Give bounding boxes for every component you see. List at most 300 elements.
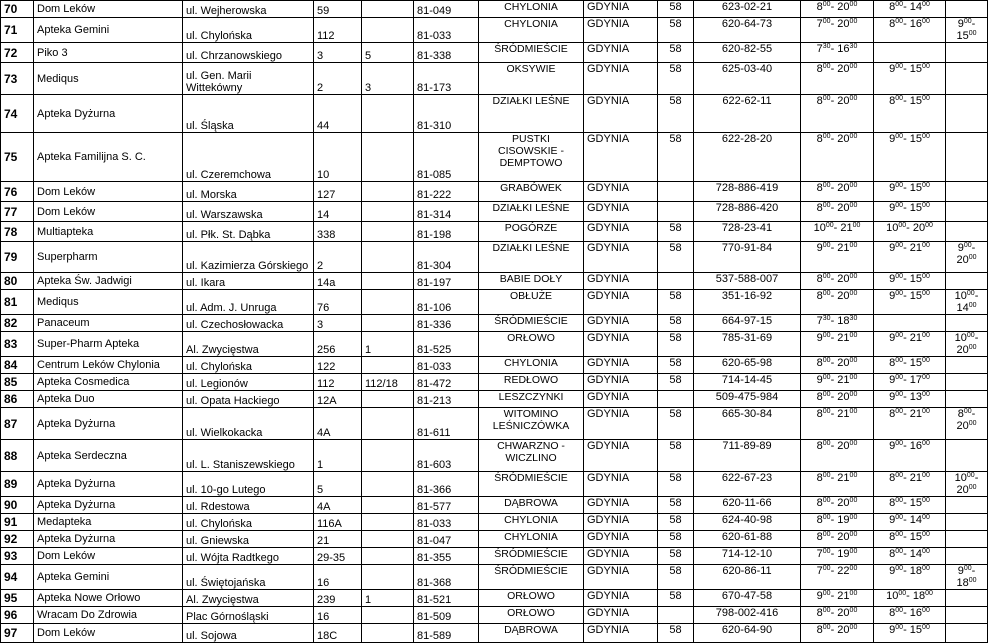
house-number-cell: 44 [314,95,362,133]
city-cell: GDYNIA [584,18,658,43]
phone-cell: 620-61-88 [694,531,801,548]
postal-code-cell: 81-355 [414,548,479,565]
table-row [1,242,988,273]
street-cell: ul. Chylońska [183,357,314,374]
pharmacy-name: Dom Leków [34,182,183,202]
table-row [1,548,988,565]
area-code-cell: 58 [658,440,694,472]
weekday-hours-cell: $8^{00}-$ $20^{00}$ [801,290,874,315]
district-cell: ŚRÓDMIEŚCIE [479,565,584,590]
house-number-cell: 5 [314,472,362,497]
phone-cell: 620-82-55 [694,43,801,63]
district-cell: LESZCZYNKI [479,391,584,408]
sunday-hours-cell: $10^{00}-$ $14^{00}$ [946,290,988,315]
postal-code-cell: 81-603 [414,440,479,472]
saturday-hours-cell: $8^{00}-$ $15^{00}$ [874,357,946,374]
pharmacy-name: Apteka Cosmedica [34,374,183,391]
sunday-hours-cell [946,497,988,514]
sunday-hours-cell [946,222,988,242]
pharmacy-name: Dom Leków [34,624,183,643]
house-number-cell: 3 [314,43,362,63]
area-code-cell: 58 [658,290,694,315]
district-cell: ORŁOWO [479,590,584,607]
saturday-hours-cell: $8^{00}-$ $14^{00}$ [874,1,946,18]
weekday-hours-cell: $8^{00}-$ $20^{00}$ [801,182,874,202]
city-cell: GDYNIA [584,607,658,624]
flat-number-cell [362,357,414,374]
district-cell: DZIAŁKI LEŚNE [479,242,584,273]
postal-code-cell: 81-222 [414,182,479,202]
postal-code-cell: 81-304 [414,242,479,273]
flat-number-cell [362,391,414,408]
house-number-cell: 127 [314,182,362,202]
postal-code-cell: 81-366 [414,472,479,497]
phone-cell: 770-91-84 [694,242,801,273]
street-cell: ul. Wójta Radtkego [183,548,314,565]
street-cell: ul. Czechosłowacka [183,315,314,332]
saturday-hours-cell: $9^{00}-$ $16^{00}$ [874,440,946,472]
phone-cell: 728-23-41 [694,222,801,242]
table-row [1,133,988,182]
sunday-hours-cell [946,133,988,182]
district-cell: OBŁUŻE [479,290,584,315]
house-number-cell: 76 [314,290,362,315]
pharmacy-name: Panaceum [34,315,183,332]
postal-code-cell: 81-336 [414,315,479,332]
house-number-cell: 116A [314,514,362,531]
sunday-hours-cell: $9^{00}-$ $18^{00}$ [946,565,988,590]
sunday-hours-cell [946,548,988,565]
postal-code-cell: 81-509 [414,607,479,624]
weekday-hours-cell: $8^{00}-$ $20^{00}$ [801,63,874,95]
weekday-hours-cell: $8^{00}-$ $20^{00}$ [801,624,874,643]
saturday-hours-cell: $9^{00}-$ $21^{00}$ [874,332,946,357]
phone-cell: 798-002-416 [694,607,801,624]
number-cell: 85 [1,374,34,391]
weekday-hours-cell: $8^{00}-$ $20^{00}$ [801,440,874,472]
table-row [1,497,988,514]
pharmacy-name: Apteka Dyżurna [34,95,183,133]
district-cell: DĄBROWA [479,497,584,514]
flat-number-cell [362,440,414,472]
street-cell: ul. Śląska [183,95,314,133]
sunday-hours-cell [946,43,988,63]
pharmacy-name: Apteka Gemini [34,565,183,590]
number-cell: 78 [1,222,34,242]
sunday-hours-cell [946,357,988,374]
number-cell: 88 [1,440,34,472]
table-row [1,290,988,315]
number-cell: 89 [1,472,34,497]
flat-number-cell [362,18,414,43]
house-number-cell: 239 [314,590,362,607]
area-code-cell: 58 [658,332,694,357]
area-code-cell [658,202,694,222]
street-cell: ul. Legionów [183,374,314,391]
sunday-hours-cell: $8^{00}-$ $20^{00}$ [946,408,988,440]
house-number-cell: 29-35 [314,548,362,565]
flat-number-cell [362,531,414,548]
postal-code-cell: 81-314 [414,202,479,222]
postal-code-cell: 81-197 [414,273,479,290]
number-cell: 80 [1,273,34,290]
area-code-cell [658,273,694,290]
house-number-cell: 112 [314,18,362,43]
street-cell: ul. Morska [183,182,314,202]
weekday-hours-cell: $8^{00}-$ $21^{00}$ [801,472,874,497]
city-cell: GDYNIA [584,624,658,643]
street-cell: ul. Ikara [183,273,314,290]
street-cell: Plac Górnośląski [183,607,314,624]
saturday-hours-cell: $9^{00}-$ $15^{00}$ [874,273,946,290]
table-row [1,357,988,374]
table-row [1,182,988,202]
table-row [1,18,988,43]
weekday-hours-cell: $8^{00}-$ $20^{00}$ [801,391,874,408]
street-cell: ul. Kazimierza Górskiego [183,242,314,273]
saturday-hours-cell: $9^{00}-$ $15^{00}$ [874,133,946,182]
table-row [1,1,988,18]
number-cell: 79 [1,242,34,273]
saturday-hours-cell: $9^{00}-$ $15^{00}$ [874,624,946,643]
house-number-cell: 59 [314,1,362,18]
area-code-cell: 58 [658,18,694,43]
postal-code-cell: 81-213 [414,391,479,408]
postal-code-cell: 81-611 [414,408,479,440]
phone-cell: 728-886-420 [694,202,801,222]
weekday-hours-cell: $8^{00}-$ $20^{00}$ [801,202,874,222]
house-number-cell: 4A [314,497,362,514]
weekday-hours-cell: $7^{00}-$ $19^{00}$ [801,548,874,565]
phone-cell: 509-475-984 [694,391,801,408]
phone-cell: 620-64-73 [694,18,801,43]
pharmacy-name: Dom Leków [34,202,183,222]
sunday-hours-cell: $10^{00}-$ $20^{00}$ [946,472,988,497]
city-cell: GDYNIA [584,222,658,242]
city-cell: GDYNIA [584,391,658,408]
city-cell: GDYNIA [584,408,658,440]
pharmacy-name: Mediqus [34,63,183,95]
saturday-hours-cell: $8^{00}-$ $14^{00}$ [874,548,946,565]
sunday-hours-cell: $10^{00}-$ $20^{00}$ [946,332,988,357]
saturday-hours-cell: $10^{00}-$ $20^{00}$ [874,222,946,242]
city-cell: GDYNIA [584,290,658,315]
number-cell: 70 [1,1,34,18]
saturday-hours-cell: $9^{00}-$ $15^{00}$ [874,202,946,222]
city-cell: GDYNIA [584,95,658,133]
street-cell: ul. Gniewska [183,531,314,548]
city-cell: GDYNIA [584,497,658,514]
phone-cell: 623-02-21 [694,1,801,18]
sunday-hours-cell [946,391,988,408]
weekday-hours-cell: $7^{00}-$ $22^{00}$ [801,565,874,590]
area-code-cell: 58 [658,357,694,374]
city-cell: GDYNIA [584,63,658,95]
city-cell: GDYNIA [584,514,658,531]
weekday-hours-cell: $8^{00}-$ $20^{00}$ [801,497,874,514]
district-cell: CHWARZNO - WICZLINO [479,440,584,472]
street-cell: ul. 10-go Lutego [183,472,314,497]
district-cell: DZIAŁKI LEŚNE [479,202,584,222]
street-cell: ul. Wielkokacka [183,408,314,440]
table-row [1,565,988,590]
sunday-hours-cell [946,182,988,202]
city-cell: GDYNIA [584,1,658,18]
phone-cell: 711-89-89 [694,440,801,472]
house-number-cell: 3 [314,315,362,332]
saturday-hours-cell: $8^{00}-$ $15^{00}$ [874,531,946,548]
saturday-hours-cell [874,43,946,63]
house-number-cell: 21 [314,531,362,548]
table-row [1,95,988,133]
table-row [1,273,988,290]
city-cell: GDYNIA [584,242,658,273]
sunday-hours-cell [946,95,988,133]
table-row [1,440,988,472]
flat-number-cell [362,315,414,332]
street-cell: ul. Gen. Marii Wittekówny [183,63,314,95]
postal-code-cell: 81-033 [414,18,479,43]
street-cell: ul. Chrzanowskiego [183,43,314,63]
phone-cell: 624-40-98 [694,514,801,531]
flat-number-cell [362,472,414,497]
area-code-cell: 58 [658,63,694,95]
area-code-cell: 58 [658,590,694,607]
number-cell: 91 [1,514,34,531]
city-cell: GDYNIA [584,440,658,472]
postal-code-cell: 81-106 [414,290,479,315]
city-cell: GDYNIA [584,531,658,548]
phone-cell: 670-47-58 [694,590,801,607]
house-number-cell: 16 [314,607,362,624]
flat-number-cell [362,222,414,242]
postal-code-cell: 81-472 [414,374,479,391]
number-cell: 87 [1,408,34,440]
area-code-cell: 58 [658,514,694,531]
number-cell: 94 [1,565,34,590]
district-cell: DZIAŁKI LEŚNE [479,95,584,133]
district-cell: CHYLONIA [479,1,584,18]
table-row [1,607,988,624]
house-number-cell: 10 [314,133,362,182]
phone-cell: 620-86-11 [694,565,801,590]
saturday-hours-cell [874,315,946,332]
weekday-hours-cell: $9^{00}-$ $21^{00}$ [801,242,874,273]
area-code-cell: 58 [658,133,694,182]
district-cell: ŚRÓDMIEŚCIE [479,43,584,63]
pharmacy-name: Apteka Dyżurna [34,531,183,548]
postal-code-cell: 81-338 [414,43,479,63]
pharmacy-name: Apteka Dyżurna [34,408,183,440]
pharmacy-name: Piko 3 [34,43,183,63]
area-code-cell: 58 [658,374,694,391]
phone-cell: 620-11-66 [694,497,801,514]
area-code-cell: 58 [658,1,694,18]
number-cell: 93 [1,548,34,565]
pharmacy-name: Mediqus [34,290,183,315]
house-number-cell: 4A [314,408,362,440]
weekday-hours-cell: $8^{00}-$ $20^{00}$ [801,357,874,374]
area-code-cell: 58 [658,222,694,242]
flat-number-cell [362,1,414,18]
saturday-hours-cell: $9^{00}-$ $13^{00}$ [874,391,946,408]
flat-number-cell [362,242,414,273]
street-cell: ul. L. Staniszewskiego [183,440,314,472]
weekday-hours-cell: $9^{00}-$ $21^{00}$ [801,374,874,391]
table-row [1,222,988,242]
sunday-hours-cell: $9^{00}-$ $15^{00}$ [946,18,988,43]
table-row [1,202,988,222]
saturday-hours-cell: $9^{00}-$ $15^{00}$ [874,182,946,202]
flat-number-cell [362,133,414,182]
flat-number-cell [362,290,414,315]
postal-code-cell: 81-577 [414,497,479,514]
sunday-hours-cell [946,1,988,18]
saturday-hours-cell: $9^{00}-$ $17^{00}$ [874,374,946,391]
weekday-hours-cell: $7^{00}-$ $20^{00}$ [801,18,874,43]
weekday-hours-cell: $8^{00}-$ $21^{00}$ [801,408,874,440]
saturday-hours-cell: $8^{00}-$ $21^{00}$ [874,408,946,440]
number-cell: 76 [1,182,34,202]
district-cell: PUSTKI CISOWSKIE - DEMPTOWO [479,133,584,182]
pharmacy-name: Apteka Dyżurna [34,472,183,497]
house-number-cell: 14a [314,273,362,290]
flat-number-cell [362,182,414,202]
city-cell: GDYNIA [584,273,658,290]
flat-number-cell: 1 [362,590,414,607]
area-code-cell: 58 [658,95,694,133]
pharmacy-name: Multiapteka [34,222,183,242]
flat-number-cell [362,607,414,624]
saturday-hours-cell: $8^{00}-$ $15^{00}$ [874,497,946,514]
city-cell: GDYNIA [584,374,658,391]
district-cell: DĄBROWA [479,624,584,643]
weekday-hours-cell: $7^{30}-$ $16^{30}$ [801,43,874,63]
house-number-cell: 1 [314,440,362,472]
weekday-hours-cell: $8^{00}-$ $20^{00}$ [801,133,874,182]
saturday-hours-cell: $9^{00}-$ $15^{00}$ [874,290,946,315]
pharmacy-name: Apteka Dyżurna [34,497,183,514]
number-cell: 95 [1,590,34,607]
flat-number-cell [362,497,414,514]
pharmacy-name: Medapteka [34,514,183,531]
sunday-hours-cell [946,440,988,472]
postal-code-cell: 81-521 [414,590,479,607]
house-number-cell: 122 [314,357,362,374]
weekday-hours-cell: $8^{00}-$ $20^{00}$ [801,273,874,290]
district-cell: REDŁOWO [479,374,584,391]
pharmacy-name: Wracam Do Zdrowia [34,607,183,624]
district-cell: BABIE DOŁY [479,273,584,290]
area-code-cell: 58 [658,565,694,590]
phone-cell: 537-588-007 [694,273,801,290]
number-cell: 83 [1,332,34,357]
area-code-cell: 58 [658,315,694,332]
street-cell: Al. Zwycięstwa [183,590,314,607]
district-cell: GRABÓWEK [479,182,584,202]
saturday-hours-cell: $10^{00}-$ $18^{00}$ [874,590,946,607]
district-cell: ŚRÓDMIEŚCIE [479,472,584,497]
area-code-cell [658,391,694,408]
saturday-hours-cell: $8^{00}-$ $21^{00}$ [874,472,946,497]
weekday-hours-cell: $9^{00}-$ $21^{00}$ [801,332,874,357]
street-cell: ul. Sojowa [183,624,314,643]
city-cell: GDYNIA [584,133,658,182]
table-row [1,315,988,332]
pharmacy-name: Apteka Duo [34,391,183,408]
number-cell: 82 [1,315,34,332]
table-row [1,590,988,607]
house-number-cell: 2 [314,63,362,95]
flat-number-cell: 112/18 [362,374,414,391]
district-cell: CHYLONIA [479,18,584,43]
table-row [1,63,988,95]
phone-cell: 728-886-419 [694,182,801,202]
street-cell: ul. Płk. St. Dąbka [183,222,314,242]
table-row [1,391,988,408]
sunday-hours-cell [946,531,988,548]
sunday-hours-cell [946,590,988,607]
number-cell: 84 [1,357,34,374]
district-cell: CHYLONIA [479,357,584,374]
street-cell: ul. Czeremchowa [183,133,314,182]
number-cell: 72 [1,43,34,63]
phone-cell: 620-64-90 [694,624,801,643]
phone-cell: 714-12-10 [694,548,801,565]
city-cell: GDYNIA [584,332,658,357]
area-code-cell: 58 [658,43,694,63]
house-number-cell: 2 [314,242,362,273]
postal-code-cell: 81-033 [414,357,479,374]
district-cell: CHYLONIA [479,531,584,548]
table-row [1,408,988,440]
number-cell: 73 [1,63,34,95]
flat-number-cell [362,408,414,440]
postal-code-cell: 81-368 [414,565,479,590]
number-cell: 71 [1,18,34,43]
street-cell: ul. Świętojańska [183,565,314,590]
city-cell: GDYNIA [584,202,658,222]
sunday-hours-cell [946,374,988,391]
pharmacy-name: Apteka Św. Jadwigi [34,273,183,290]
weekday-hours-cell: $8^{00}-$ $20^{00}$ [801,607,874,624]
flat-number-cell [362,95,414,133]
phone-cell: 622-28-20 [694,133,801,182]
city-cell: GDYNIA [584,565,658,590]
table-row [1,531,988,548]
number-cell: 97 [1,624,34,643]
pharmacy-name: Apteka Gemini [34,18,183,43]
number-cell: 74 [1,95,34,133]
area-code-cell: 58 [658,497,694,514]
postal-code-cell: 81-085 [414,133,479,182]
flat-number-cell [362,548,414,565]
saturday-hours-cell: $8^{00}-$ $16^{00}$ [874,607,946,624]
pharmacy-name: Super-Pharm Apteka [34,332,183,357]
table-row [1,332,988,357]
district-cell: ORŁOWO [479,332,584,357]
house-number-cell: 12A [314,391,362,408]
street-cell: ul. Wejherowska [183,1,314,18]
pharmacy-name: Dom Leków [34,1,183,18]
area-code-cell: 58 [658,408,694,440]
street-cell: ul. Chylońska [183,18,314,43]
street-cell: ul. Adm. J. Unruga [183,290,314,315]
table-row [1,43,988,63]
flat-number-cell [362,202,414,222]
phone-cell: 714-14-45 [694,374,801,391]
sunday-hours-cell [946,273,988,290]
